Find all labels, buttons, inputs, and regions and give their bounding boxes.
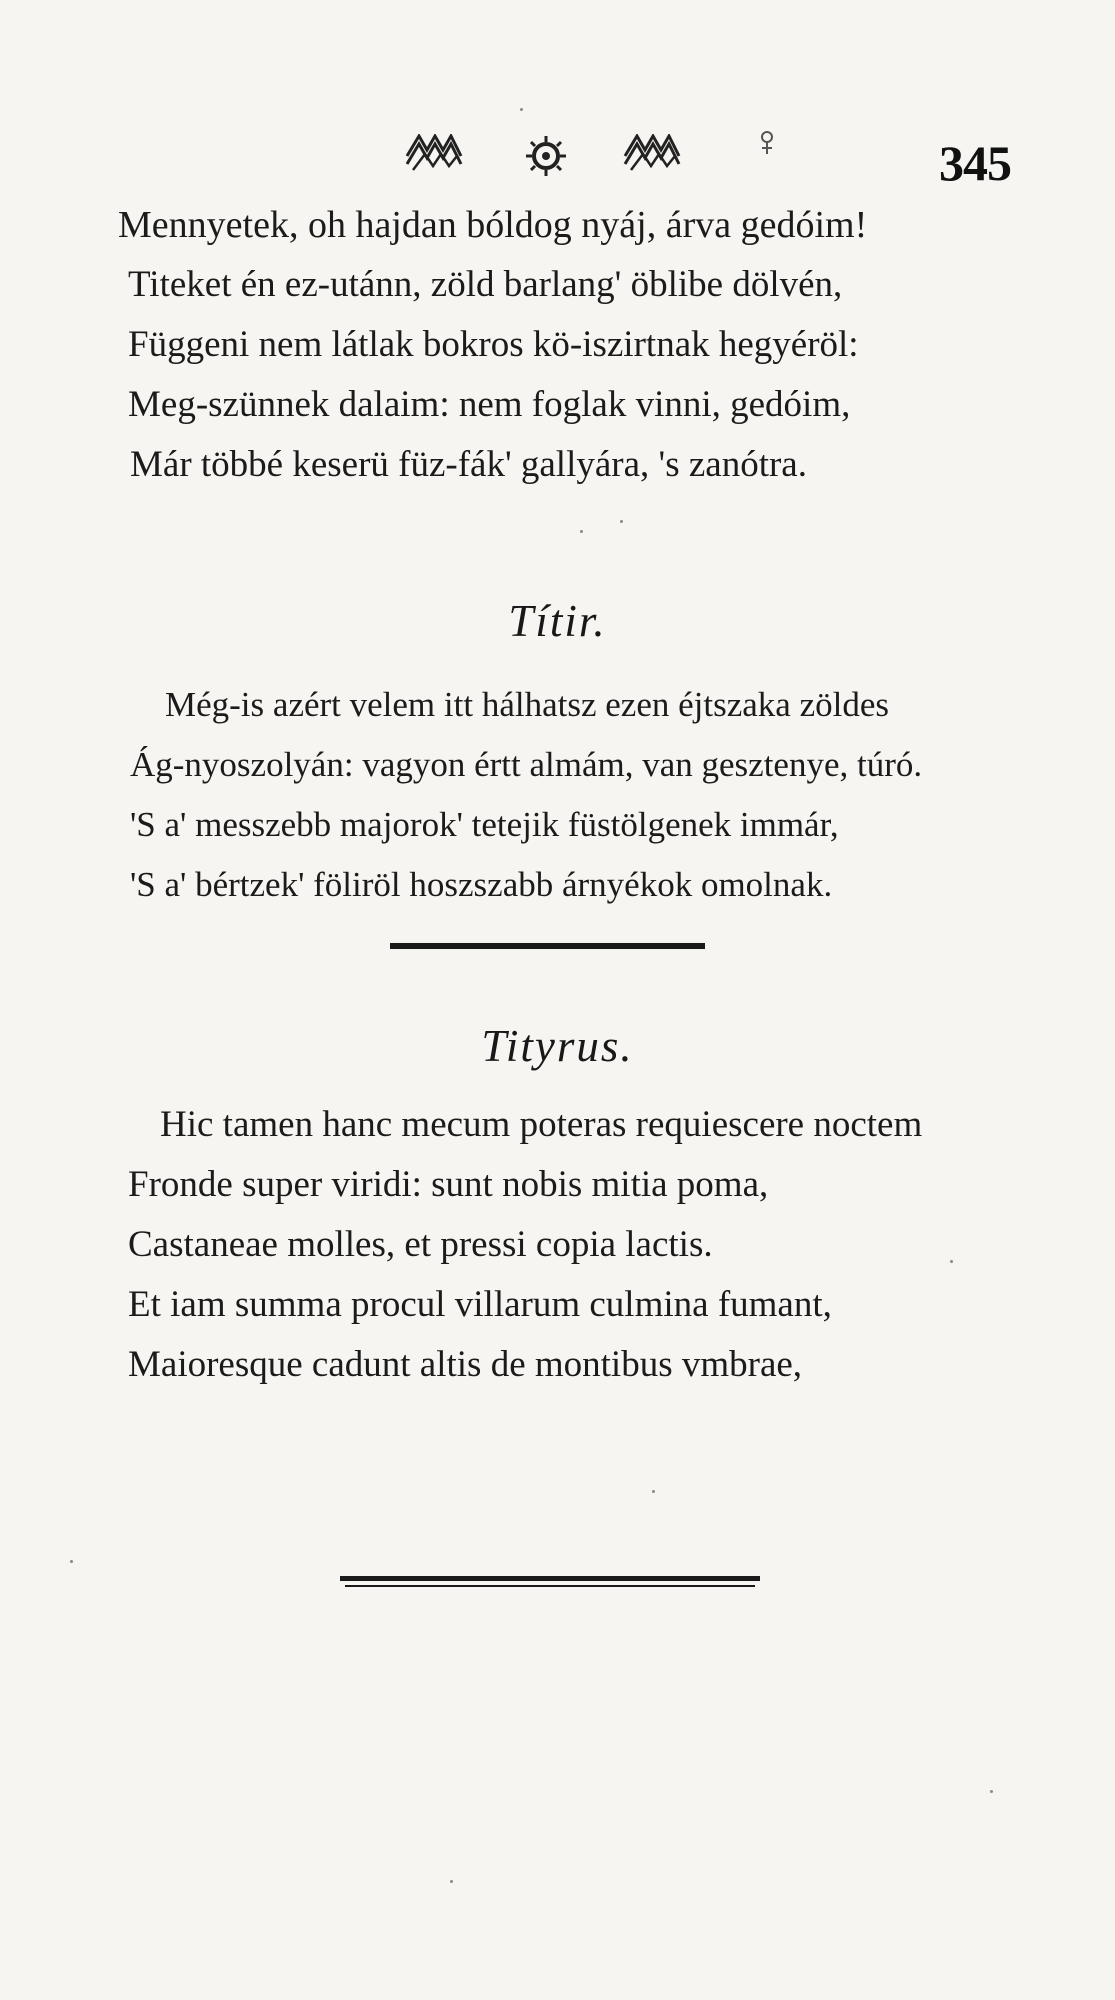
paper-speck: [520, 108, 523, 111]
verse-line: Függeni nem látlak bokros kö-iszirtnak hegyéröl:: [128, 324, 859, 365]
verse-line: 'S a' bértzek' föliröl hoszszabb árnyékok omolnak.: [130, 865, 833, 904]
verse-line: Titeket én ez-utánn, zöld barlang' öblibe dölvén,: [128, 264, 843, 305]
page-header: [0, 128, 1115, 191]
verse-line: Ág-nyoszolyán: vagyon értt almám, van gesztenye, túró.: [130, 745, 923, 784]
end-divider-rule-bottom: [345, 1585, 755, 1587]
paper-speck: [652, 1490, 655, 1493]
verse-line: Fronde super viridi: sunt nobis mitia poma,: [128, 1164, 769, 1205]
verse-line: Castaneae molles, et pressi copia lactis.: [128, 1224, 713, 1265]
section-heading-titir: Títir.: [508, 596, 607, 646]
verse-line: Mennyetek, oh hajdan bóldog nyáj, árva gedóim!: [118, 204, 868, 246]
verse-line: Meg-szünnek dalaim: nem foglak vinni, gedóim,: [128, 384, 851, 425]
paper-speck: [950, 1260, 953, 1263]
paper-speck: [70, 1560, 73, 1563]
paper-speck: [620, 520, 623, 523]
section-heading-tityrus: Tityrus.: [481, 1021, 634, 1071]
verse-line: 'S a' messzebb majorok' tetejik füstölgenek immár,: [130, 805, 839, 844]
end-divider-rule-top: [340, 1576, 760, 1581]
zigzag-ornament-icon: [623, 134, 681, 174]
paper-speck: [580, 530, 583, 533]
page-number: 345: [939, 135, 1011, 191]
verse-line: Még-is azért velem itt hálhatsz ezen éjtszaka zöldes: [165, 685, 889, 724]
header-ornaments: [405, 128, 805, 188]
verse-line: Már többé keserü füz-fák' gallyára, 's zanótra.: [130, 444, 807, 485]
verse-line: Hic tamen hanc mecum poteras requiescere noctem: [160, 1104, 923, 1145]
zigzag-ornament-icon: [405, 134, 463, 174]
paper-speck: [990, 1790, 993, 1793]
section-divider-rule: [390, 943, 705, 949]
verse-line: Et iam summa procul villarum culmina fumant,: [128, 1284, 832, 1325]
small-flower-ornament-icon: [758, 130, 776, 156]
rosette-ornament-icon: [523, 134, 569, 178]
paper-speck: [450, 1880, 453, 1883]
verse-line: Maioresque cadunt altis de montibus vmbrae,: [128, 1344, 803, 1385]
